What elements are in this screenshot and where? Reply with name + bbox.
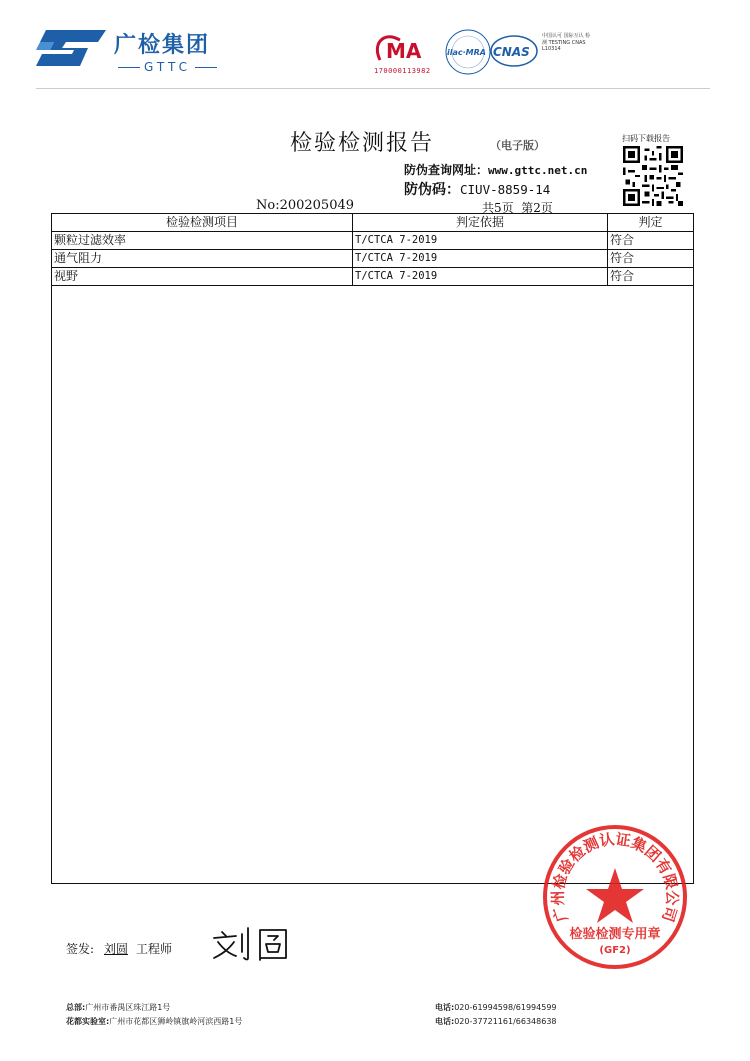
cnas-mark-text: CNAS <box>493 45 530 59</box>
footer-hq-value: 广州市番禺区珠江路1号 <box>85 1003 171 1012</box>
cma-logo-icon <box>372 30 432 70</box>
header-verdict: 判定 <box>607 214 693 231</box>
report-title: 检验检测报告 <box>290 131 435 156</box>
basis-cell: T/CTCA 7-2019 <box>352 232 607 249</box>
ilac-mra-logo-icon <box>444 28 492 76</box>
verify-url-row <box>404 161 587 178</box>
test-item-cell: 通气阻力 <box>54 251 103 265</box>
footer-tel1-label: 电话: <box>435 1003 455 1012</box>
official-seal-stamp <box>540 822 690 972</box>
stamp-code: (GF2) <box>599 945 631 956</box>
verdict-cell: 符合 <box>607 232 693 249</box>
verify-code-row <box>404 179 550 199</box>
issuer-label: 签发: <box>66 942 95 956</box>
qr-label: 扫码下载报告 <box>622 134 670 143</box>
cnas-logo-icon <box>490 34 538 68</box>
issuer-name: 刘圆 <box>104 942 129 956</box>
footer-hq-address <box>66 1002 170 1013</box>
table-row <box>52 268 693 286</box>
report-number: No:200205049 <box>256 198 355 213</box>
stamp-purpose: 检验检测专用章 <box>569 927 661 942</box>
brand-name-en <box>114 60 221 74</box>
verdict-cell: 符合 <box>607 250 693 267</box>
issuer-title: 工程师 <box>136 942 173 956</box>
verify-code-value: CIUV-8859-14 <box>460 182 551 197</box>
ma-text: MA <box>386 39 422 63</box>
basis-cell: T/CTCA 7-2019 <box>352 250 607 267</box>
table-header-row <box>52 214 693 232</box>
report-edition: （电子版） <box>490 139 545 152</box>
header-test-item: 检验检测项目 <box>165 215 238 229</box>
test-item-cell: 视野 <box>54 269 79 283</box>
ilac-text: ilac·MRA <box>447 48 486 57</box>
page-indicator: 共5页 第2页 <box>482 201 553 215</box>
verify-code-label: 防伪码： <box>404 182 460 198</box>
stamp-org-text: 广州检验检测认证集团有限公司 <box>548 830 682 924</box>
qr-code-icon[interactable] <box>623 146 683 206</box>
footer-lab-value: 广州市花都区狮岭镇旗岭河滨西路1号 <box>109 1017 243 1026</box>
header-divider <box>36 88 710 89</box>
footer-tel2-label: 电话: <box>435 1017 455 1026</box>
handwritten-signature <box>208 922 294 964</box>
footer-hq-label: 总部: <box>66 1003 86 1012</box>
brand-name-cn: 广检集团 <box>114 33 211 58</box>
brand-en-text: GTTC <box>144 60 191 74</box>
test-item-cell: 颗粒过滤效率 <box>54 233 127 247</box>
footer-tel2-value: 020-37721161/66348638 <box>454 1017 557 1026</box>
table-row <box>52 250 693 268</box>
verdict-cell: 符合 <box>607 268 693 285</box>
verify-url-link[interactable]: www.gttc.net.cn <box>488 164 588 177</box>
gttc-logo-icon <box>36 28 106 68</box>
footer-lab-label: 花都实验室: <box>66 1017 110 1026</box>
ma-code: 170000113982 <box>374 67 431 75</box>
header-basis: 判定依据 <box>352 214 607 231</box>
verify-url-label: 防伪查询网址： <box>404 163 489 177</box>
footer-phone-lab <box>435 1016 557 1027</box>
results-table <box>51 213 694 884</box>
footer-lab-address <box>66 1016 242 1027</box>
cnas-caption: 中国认可 国际互认 检测 TESTING CNAS L10314 <box>542 33 591 52</box>
basis-cell: T/CTCA 7-2019 <box>352 268 607 285</box>
footer-tel1-value: 020-61994598/61994599 <box>454 1003 557 1012</box>
footer-phone-hq <box>435 1002 557 1013</box>
table-row <box>52 232 693 250</box>
